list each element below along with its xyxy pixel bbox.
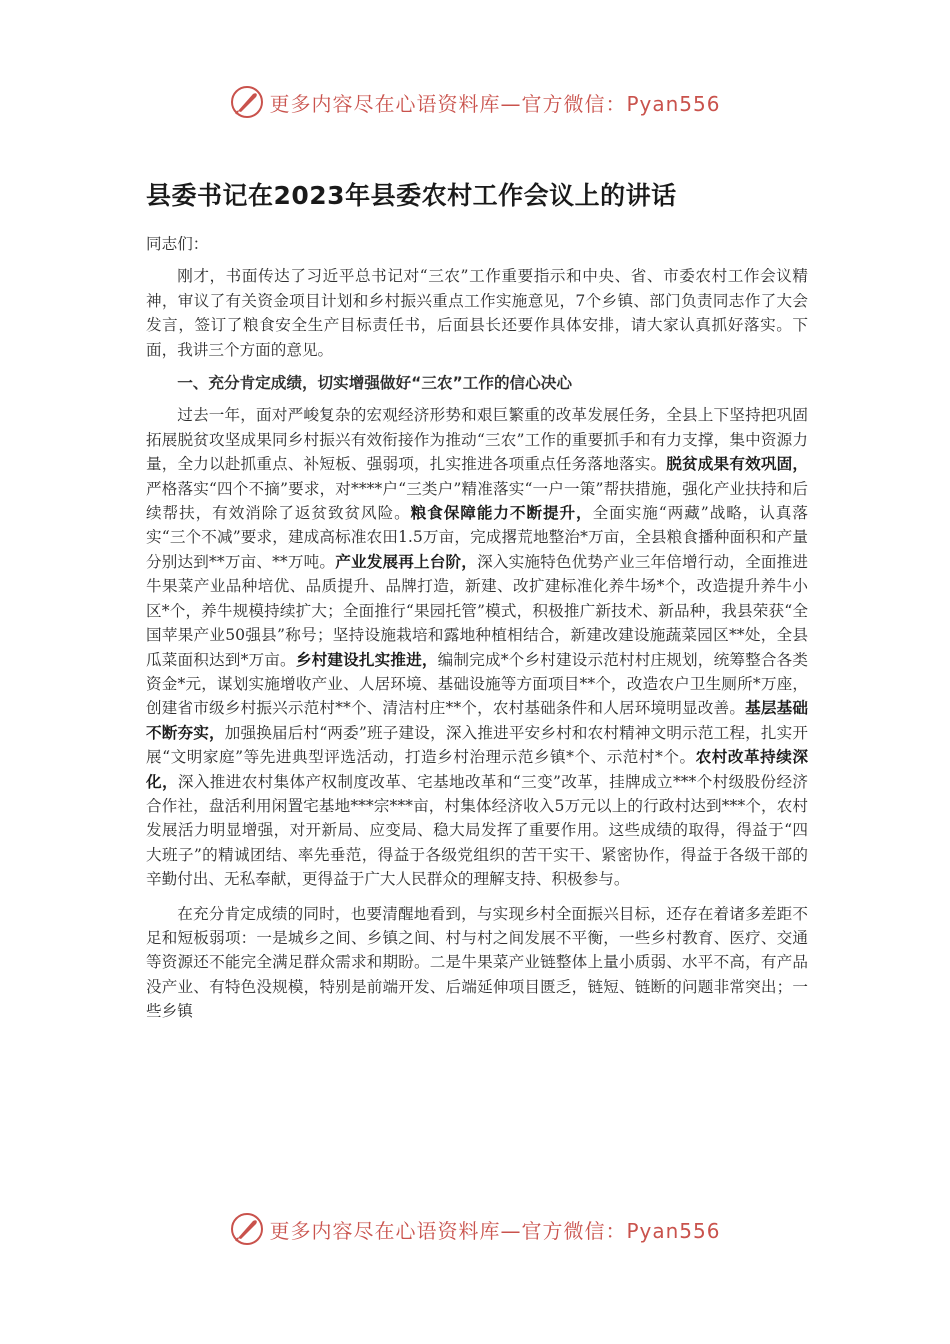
text-run: 加强换届后村“两委”班子建设，深入推进平安乡村和农村精神文明示范工程，扎实开展“文明家庭”等先进典型评选活动，打造乡村治理示范乡镇*个、示范村*个。 xyxy=(146,723,808,767)
bold-phrase: 粮食保障能力不断提升， xyxy=(410,504,593,523)
quill-pen-icon xyxy=(229,1211,265,1247)
bold-phrase: 农村改革持续深化， xyxy=(146,748,808,791)
section-heading: 一、充分肯定成绩，切实增强做好“三农”工作的信心决心 xyxy=(177,374,572,393)
document-body xyxy=(146,232,808,1024)
banner-text: 更多内容尽在心语资料库—官方微信：Pyan556 xyxy=(269,1218,721,1243)
shortcomings-paragraph: 在充分肯定成绩的同时，也要清醒地看到，与实现乡村全面振兴目标，还存在着诸多差距不足和短板弱项：一是城乡之间、乡镇之间、村与村之间发展不平衡，一些乡村教育、医疗、交通等资源还不能完全满足群众需求和期盼。二是牛果菜产业链整体上量小质弱、水平不高，有产品没产业、有特色没规模，特别是前端开发、后端延伸项目匮乏，链短、链断的问题非常突出；一些乡镇 xyxy=(146,904,808,1021)
banner-text: 更多内容尽在心语资料库—官方微信：Pyan556 xyxy=(269,91,721,116)
achievements-paragraph xyxy=(146,403,808,891)
text-run: 深入实施特色优势产业三年倍增行动，全面推进牛果菜产业品种培优、品质提升、品牌打造，新建、改扩建标准化养牛场*个，改造提升养牛小区*个，养牛规模持续扩大；全面推行“果园托管”模式，积极推广新技术、新品种，我县荣获“全国苹果产业50强县”称号；坚持设施栽培和露地种植相结合，新建改建设施蔬菜园区**处，全县瓜菜面积达到*万亩。 xyxy=(146,552,808,669)
header-banner xyxy=(0,82,950,122)
text-run: 过去一年，面对严峻复杂的宏观经济形势和艰巨繁重的改革发展任务，全县上下坚持把巩固拓展脱贫攻坚成果同乡村振兴有效衔接作为推动“三农”工作的重要抓手和有力支撑，集中资源力量，全力以赴抓重点、补短板、强弱项，扎实推进各项重点任务落地落实。 xyxy=(146,406,808,474)
text-run: 严格落实“四个不摘”要求，对****户“三类户”精准落实“一户一策”帮扶措施，强化产业扶持和后续帮扶，有效消除了返贫致贫风险。 xyxy=(146,479,808,523)
quill-pen-icon xyxy=(229,84,265,120)
text-run: 深入推进农村集体产权制度改革、宅基地改革和“三变”改革，挂牌成立***个村级股份经济合作社，盘活利用闲置宅基地***宗***亩，村集体经济收入5万元以上的行政村达到***个，农村发展活力明显增强，对开新局、应变局、稳大局发挥了重要作用。这些成绩的取得，得益于“四大班子”的精诚团结、率先垂范，得益于各级党组织的苦干实干、紧密协作，得益于各级干部的辛勤付出、无私奉献，更得益于广大人民群众的理解支持、积极参与。 xyxy=(146,772,808,889)
bold-phrase: 产业发展再上台阶， xyxy=(335,552,478,571)
bold-phrase: 基层基础不断夯实， xyxy=(146,699,808,742)
page-title: 县委书记在2023年县委农村工作会议上的讲话 xyxy=(146,181,677,210)
salutation: 同志们： xyxy=(146,235,209,253)
text-run: 全面实施“两藏”战略，认真落实“三个不减”要求，建成高标准农田1.5万亩，完成撂荒地整治*万亩，全县粮食播种面积和产量分别达到**万亩、**万吨。 xyxy=(146,504,808,571)
bold-phrase: 脱贫成果有效巩固， xyxy=(666,455,808,474)
text-run: 编制完成*个乡村建设示范村村庄规划，统筹整合各类资金*元，谋划实施增收产业、人居环境、基础设施等方面项目**个，改造农户卫生厕所*万座，创建省市级乡村振兴示范村**个、清洁村庄**个，农村基础条件和人居环境明显改善。 xyxy=(146,650,808,718)
bold-phrase: 乡村建设扎实推进， xyxy=(295,650,438,669)
footer-banner xyxy=(0,1209,950,1249)
intro-paragraph: 刚才，书面传达了习近平总书记对“三农”工作重要指示和中央、省、市委农村工作会议精神，审议了有关资金项目计划和乡村振兴重点工作实施意见，7个乡镇、部门负责同志作了大会发言，签订了粮食安全生产目标责任书，后面县长还要作具体安排，请大家认真抓好落实。下面，我讲三个方面的意见。 xyxy=(146,267,808,359)
